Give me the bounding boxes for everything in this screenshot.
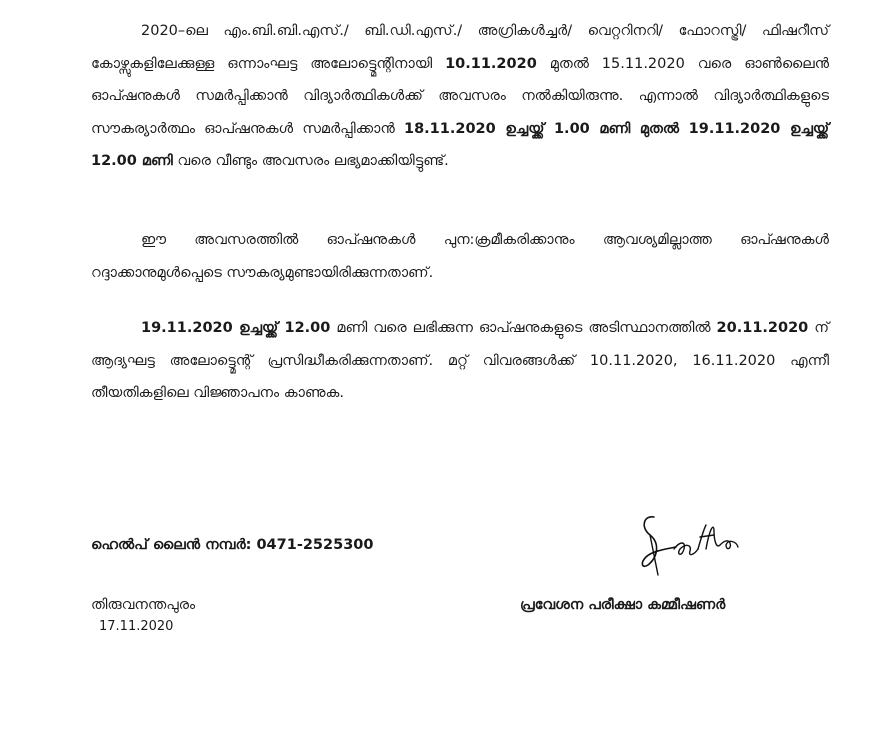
para1-date-start: 10.11.2020 [445, 55, 537, 72]
para1-text-2: മുതൽ 15.11.2020 വരെ ഓൺലൈൻ ഓപ്ഷനുകൾ സമർപ്പിക്കാൻ വിദ്യാർത്ഥികൾക്ക് അവസരം നൽകിയിരുന്നു. എന്നാൽ വിദ്യാർത്ഥികളുടെ സൗകര്യാർത്ഥം ഓപ്ഷനുകൾ സമർപ്പിക്കാൻ [91, 55, 830, 137]
paragraph-allotment-publication [91, 312, 829, 410]
issue-date: 17.11.2020 [99, 619, 174, 634]
para1-text-1: 2020–ലെ എം.ബി.ബി.എസ്./ ബി.ഡി.എസ്./ അഗ്രികൾച്ചർ/ വെറ്ററിനറി/ ഫോറസ്ട്രി/ ഫിഷറീസ് കോഴ്സുകളിലേക്കുള്ള ഒന്നാംഘട്ട അലോട്ട്മെന്റിനായി [91, 23, 829, 72]
para1-extended-window: 18.11.2020 ഉച്ചയ്ക്ക് 1.00 മണി മുതൽ 19.11.2020 ഉച്ചയ്ക്ക് 12.00 മണി [91, 120, 830, 169]
signature [636, 505, 746, 580]
para3-deadline: 19.11.2020 ഉച്ചയ്ക്ക് 12.00 [141, 320, 331, 336]
para3-allotment-date: 20.11.2020 [716, 320, 809, 336]
paragraph-option-extension [91, 15, 829, 178]
para1-text-3: വരെ വീണ്ടും അവസരം ലഭ്യമാക്കിയിട്ടുണ്ട്. [172, 153, 449, 169]
para3-text-1: മണി വരെ ലഭിക്കുന്ന ഓപ്ഷനുകളുടെ അടിസ്ഥാനത്തിൽ [330, 320, 717, 336]
helpline-number: ഹെൽപ് ലൈൻ നമ്പർ: 0471-2525300 [91, 537, 374, 553]
signatory-title: പ്രവേശന പരീക്ഷാ കമ്മീഷണർ [520, 597, 726, 613]
paragraph-rearrange-options [91, 224, 829, 289]
para3-text-2: ന് ആദ്യഘട്ട അലോട്ട്മെന്റ് പ്രസിദ്ധീകരിക്കുന്നതാണ്. മറ്റ് വിവരങ്ങൾക്ക് 10.11.2020, 16.11.2020 എന്നീ തീയതികളിലെ വിജ്ഞാപനം കാണുക. [91, 320, 830, 401]
place-name: തിരുവനന്തപുരം [91, 597, 196, 613]
para2-text: ഈ അവസരത്തിൽ ഓപ്ഷനുകൾ പുന:ക്രമീകരിക്കാനും ആവശ്യമില്ലാത്ത ഓപ്ഷനുകൾ റദ്ദാക്കാനുമുൾപ്പെടെ സൗകര്യമുണ്ടായിരിക്കുന്നതാണ്. [91, 232, 829, 281]
